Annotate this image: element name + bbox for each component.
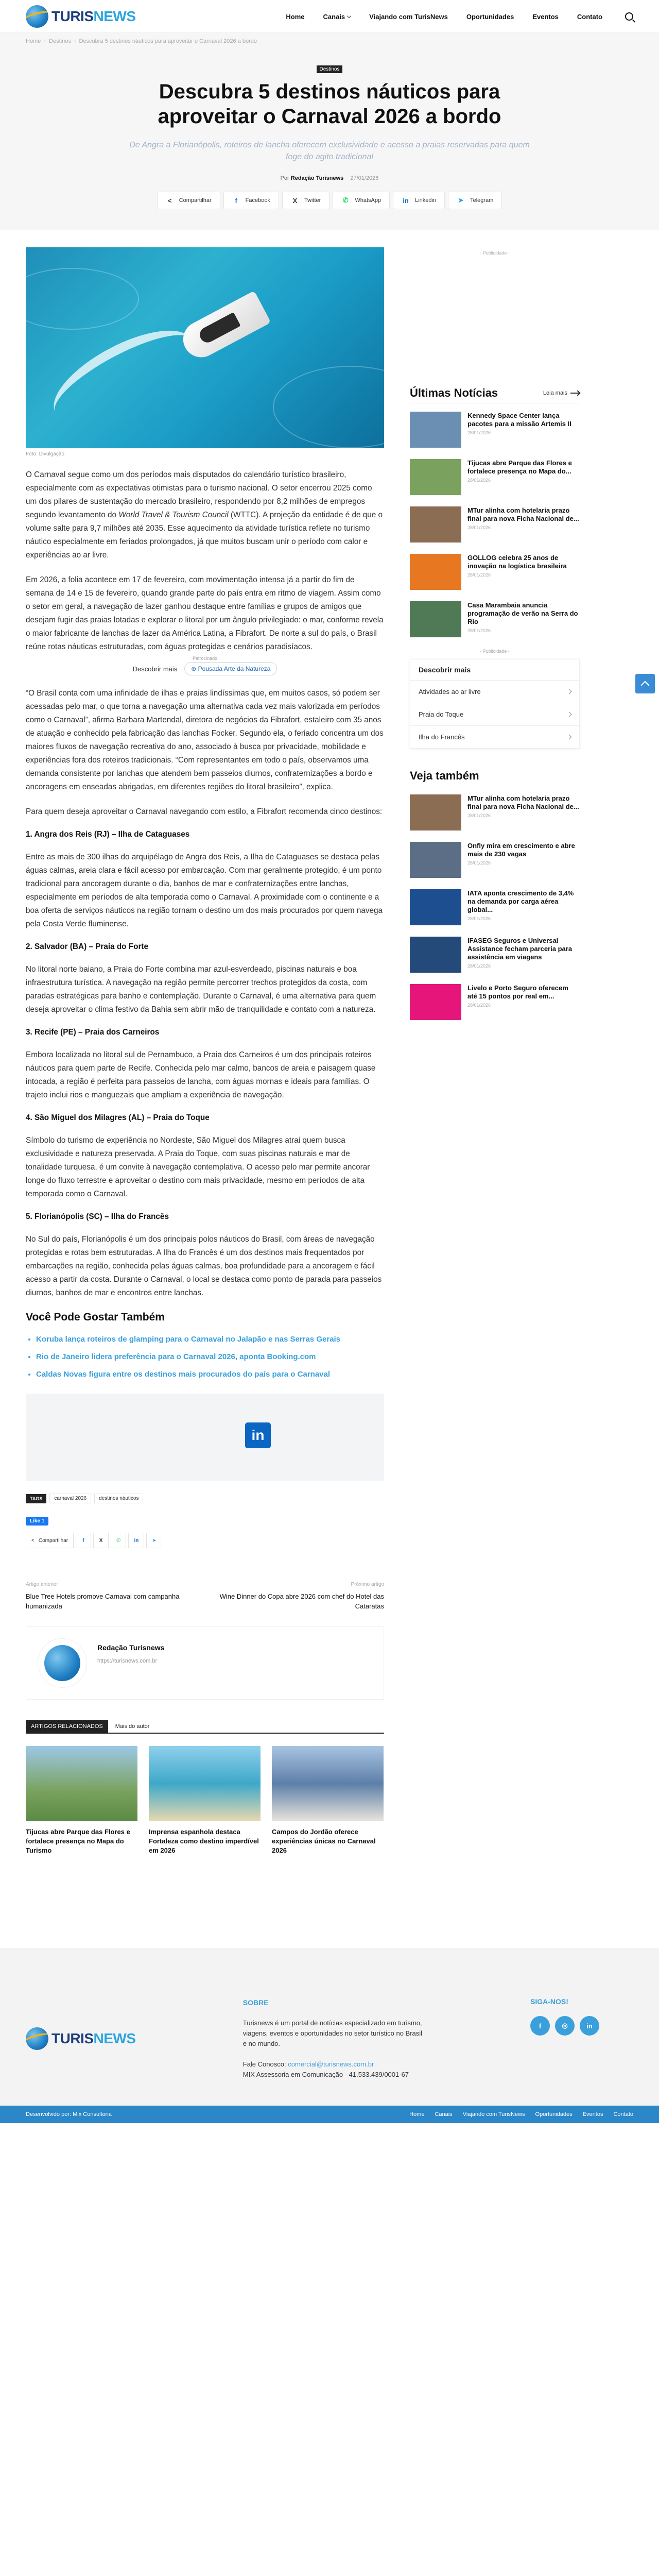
paragraph: O Carnaval segue como um dos períodos mais disputados do calendário turístico brasileiro, especialmente com as expectativas otimistas para o turismo nacional. O setor encerrou 2025 como um dos pilares de sustentação do mercado brasileiro, respondendo por 8,2 milhões de empregos segundo levantamento do World Travel & Tourism Council (WTTC). A projeção da entidade é de que o volume salte para 9,7 milhões até 2035. Esse aquecimento da atividade turística reflete no turismo náutico especialmente em feriados prolongados, já que muitos buscam unir o período com calor e experiências ao ar livre. [26, 470, 383, 560]
news-date: 28/01/2026 [467, 628, 491, 633]
globe-logo-icon [26, 5, 48, 28]
tab-related-articles[interactable]: ARTIGOS RELACIONADOS [26, 1720, 108, 1733]
see-also-header [410, 769, 580, 786]
news-thumb [410, 794, 461, 831]
footer-logo[interactable] [26, 1997, 136, 2080]
news-thumb [410, 554, 461, 590]
author-box [26, 1626, 384, 1700]
category-badge[interactable]: Destinos [317, 65, 343, 73]
next-title: Wine Dinner do Copa abre 2026 com chef do Hotel das Cataratas [219, 1592, 384, 1610]
news-thumb [410, 937, 461, 973]
see-also-item[interactable] [410, 984, 580, 1020]
news-thumb [410, 506, 461, 543]
latest-news-item[interactable] [410, 554, 580, 590]
author-avatar[interactable] [38, 1638, 87, 1688]
breadcrumb-destinos[interactable]: Destinos [49, 38, 71, 44]
share-label: Compartilhar [38, 1537, 68, 1544]
article-content [26, 247, 384, 1855]
prev-title: Blue Tree Hotels promove Carnaval com campanha humanizada [26, 1592, 180, 1610]
linkedin-icon: in [403, 196, 409, 205]
footer-nav-home[interactable]: Home [409, 2111, 425, 2117]
next-article-link[interactable] [219, 1580, 384, 1611]
news-title: Onfly mira em crescimento e abre mais de 230 vagas [467, 842, 575, 858]
read-more-label: Leia mais [543, 390, 567, 396]
telegram-label: Telegram [470, 197, 494, 204]
share-bar [26, 192, 633, 209]
linkedin-embed[interactable] [26, 1394, 384, 1481]
article-hero-image [26, 247, 384, 448]
latest-news-item[interactable] [410, 601, 580, 637]
x-icon: X [99, 1537, 103, 1544]
ad-label: - Publicidade - [480, 250, 510, 256]
sponsored-chip-label: Pousada Arte da Natureza [198, 665, 271, 672]
footer-bottom-bar [0, 2106, 659, 2123]
news-title: MTur alinha com hotelaria prazo final para nova Ficha Nacional de... [467, 506, 579, 522]
nav-contato[interactable]: Contato [577, 12, 602, 21]
facebook-label: Facebook [245, 197, 270, 204]
linkedin-logo-icon: in [245, 1422, 271, 1448]
site-footer [0, 1948, 659, 2106]
news-thumb [410, 842, 461, 878]
paragraph: No litoral norte baiano, a Praia do Forte combina mar azul-esverdeado, piscinas naturais e boa infraestrutura turística. A navegação na região permite percorrer trechos protegidos da costa, com paradas estratégicas para banho e contemplação. Durante o Carnaval, é uma alternativa para quem deseja aproveitar o clima festivo da Bahia sem abrir mão de tranquilidade e contato com a natureza. [26, 965, 376, 1014]
destination-heading: 3. Recife (PE) – Praia dos Carneiros [26, 1028, 160, 1037]
telegram-share-button[interactable] [146, 1533, 162, 1548]
share-bar-bottom [26, 1533, 384, 1548]
footer-social [530, 1997, 633, 2080]
news-title: MTur alinha com hotelaria prazo final para nova Ficha Nacional de... [467, 794, 579, 810]
latest-news-item[interactable] [410, 506, 580, 543]
related-thumb [149, 1746, 261, 1821]
see-also-title: Veja também [410, 769, 479, 782]
search-icon[interactable] [625, 12, 633, 21]
destination-heading: 5. Florianópolis (SC) – Ilha do Francês [26, 1212, 169, 1221]
also-like-link[interactable]: • Rio de Janeiro lidera preferência para o Carnaval 2026, aponta Booking.com [36, 1350, 384, 1364]
logo-text-part1: TURIS [51, 8, 94, 24]
related-grid [26, 1746, 384, 1855]
discover-item[interactable] [410, 726, 579, 748]
related-thumb [272, 1746, 384, 1821]
telegram-share-button[interactable] [448, 192, 502, 209]
also-like-heading: Você Pode Gostar Também [26, 1311, 165, 1323]
ad-slot [410, 258, 580, 386]
about-text: Turisnews é um portal de notícias especializado em turismo, viagens, eventos e oportunidades no setor turístico no Brasil e no mundo. [242, 2019, 423, 2047]
globe-logo-icon [26, 2027, 48, 2050]
share-label: Compartilhar [179, 197, 212, 204]
discover-more-text: Descobrir mais [132, 665, 178, 673]
whatsapp-label: WhatsApp [355, 197, 381, 204]
related-card[interactable] [272, 1746, 384, 1855]
facebook-share-button[interactable] [76, 1533, 91, 1548]
arrow-right-icon [570, 393, 580, 394]
chevron-right-icon [567, 689, 572, 694]
sponsored-chip[interactable]: ⊕ Pousada Arte da Natureza [184, 662, 277, 675]
nav-eventos[interactable]: Eventos [532, 12, 559, 21]
chevron-down-icon [347, 13, 351, 18]
destination-heading: 4. São Miguel dos Milagres (AL) – Praia do Toque [26, 1113, 210, 1122]
prev-label: Artigo anterior [26, 1582, 58, 1587]
latest-news-header [410, 386, 580, 403]
prev-article-link[interactable] [26, 1580, 190, 1611]
linkedin-icon: in [134, 1537, 139, 1544]
image-caption: Foto: Divulgação [26, 451, 65, 457]
discover-item-label: Praia do Toque [419, 710, 464, 718]
news-title: Casa Marambaia anuncia programação de verão na Serra do Rio [467, 601, 578, 625]
site-logo[interactable] [26, 5, 136, 28]
about-title: SOBRE [242, 1998, 269, 2007]
discover-item-label: Ilha do Francês [419, 733, 465, 741]
news-date: 28/01/2026 [467, 572, 491, 578]
article-subtitle: De Angra a Florianópolis, roteiros de lancha oferecem exclusividade e acesso a praias reservadas para quem foge do agito tradicional [129, 141, 530, 161]
telegram-icon: ➤ [152, 1537, 157, 1544]
x-icon: X [292, 196, 298, 205]
article-header [0, 33, 659, 230]
tag-link[interactable]: carnaval 2026 [49, 1494, 91, 1503]
author-url[interactable]: https://turisnews.com.br [97, 1658, 158, 1664]
nav-home[interactable]: Home [286, 12, 305, 21]
share-icon: < [31, 1537, 34, 1544]
footer-nav-viajando[interactable]: Viajando com TurisNews [462, 2111, 525, 2117]
company-line: MIX Assessoria em Comunicação - 41.533.439/0001-67 [242, 2071, 409, 2078]
news-date: 28/01/2026 [467, 916, 491, 921]
news-thumb [410, 889, 461, 925]
latest-news-title: Últimas Notícias [410, 386, 498, 399]
linkedin-share-button[interactable] [393, 192, 445, 209]
facebook-icon[interactable]: f [530, 2016, 550, 2036]
twitter-share-button[interactable] [282, 192, 330, 209]
latest-news-item[interactable] [410, 459, 580, 495]
breadcrumb-current: Descubra 5 destinos náuticos para aproveitar o Carnaval 2026 a bordo [79, 38, 257, 44]
publish-date: 27/01/2026 [350, 175, 379, 181]
facebook-share-button[interactable] [223, 192, 279, 209]
destination-heading: 1. Angra dos Reis (RJ) – Ilha de Cataguases [26, 830, 190, 839]
footer-nav-eventos[interactable]: Eventos [582, 2111, 603, 2117]
article-title: Descubra 5 destinos náuticos para aproveitar o Carnaval 2026 a bordo [158, 80, 501, 128]
news-date: 28/01/2026 [467, 813, 491, 818]
speedboat-image [177, 291, 271, 364]
instagram-icon[interactable]: ◎ [555, 2016, 575, 2036]
news-title: Livelo e Porto Seguro oferecem até 15 pontos por real em... [467, 984, 568, 1000]
share-icon: < [167, 196, 172, 205]
whatsapp-share-button[interactable] [111, 1533, 126, 1548]
main-nav [286, 12, 633, 21]
linkedin-label: Linkedin [415, 197, 437, 204]
news-thumb [410, 984, 461, 1020]
news-thumb [410, 459, 461, 495]
paragraph: “O Brasil conta com uma infinidade de ilhas e praias lindíssimas que, em muitos casos, só podem ser acessadas pelo mar, o que torna a navegação uma alternativa cada vez mais valorizada em períodos como o Carnaval”, afirma Barbara Martendal, diretora de negócios da Fibrafort, estaleiro com 35 anos de atuação e conhecido pela fabricação das lanchas Focker. Segundo ela, o feriado concentra um dos maiores fluxos de navegação recreativa do ano, associado à busca por privacidade, mobilidade e experiências fora dos roteiros tradicionais. “Com representantes em todo o país, observamos uma demanda consistente por lanchas que atendem bem passeios diurnos, confraternizações a bordo e ancoragens em enseadas abrigadas, em diferentes regiões do litoral brasileiro”, explica. [26, 689, 384, 791]
paragraph: No Sul do país, Florianópolis é um dos principais polos náuticos do Brasil, com áreas de navegação protegidas e rotas bem estruturadas. A Ilha do Francês é um dos destinos mais frequentados por embarcações na região, conhecida pelas águas calmas, boa profundidade para a ancoragem e fácil acesso a partir da costa. Durante o Carnaval, o local se destaca como ponto de parada para passeios diurnos, banhos de mar e encontros entre lanchas. [26, 1235, 382, 1297]
share-button[interactable] [157, 192, 220, 209]
whatsapp-share-button[interactable] [333, 192, 390, 209]
news-title: Kennedy Space Center lança pacotes para a missão Artemis II [467, 412, 571, 428]
paragraph: Embora localizada no litoral sul de Pernambuco, a Praia dos Carneiros é um dos principais roteiros náuticos para quem parte de Recife. Conhecida pelo mar calmo, bancos de areia e paisagem quase intocada, a região é perfeita para passeios de lancha, com águas mornas e ideais para famílias. O trajeto inclui rios e manguezais que ampliam a experiência de navegação. [26, 1050, 376, 1099]
facebook-icon: f [235, 196, 237, 205]
related-title: Imprensa espanhola destaca Fortaleza como destino imperdível em 2026 [149, 1828, 259, 1854]
tags-row [26, 1494, 384, 1503]
tab-more-from-author[interactable]: Mais do autor [115, 1723, 150, 1730]
related-card[interactable] [26, 1746, 137, 1855]
telegram-icon: ➤ [458, 196, 464, 204]
news-date: 28/01/2026 [467, 963, 491, 969]
ad-label: - Publicidade - [480, 649, 510, 654]
related-card[interactable] [149, 1746, 261, 1855]
destination-heading: 2. Salvador (BA) – Praia do Forte [26, 942, 149, 951]
tags-label: TAGS [26, 1494, 46, 1503]
news-thumb [410, 412, 461, 448]
news-title: IFASEG Seguros e Universal Assistance fecham parceria para assistência em viagens [467, 937, 573, 961]
also-like-link[interactable]: • Caldas Novas figura entre os destinos mais procurados do país para o Carnaval [36, 1368, 384, 1381]
linkedin-icon[interactable]: in [580, 2016, 599, 2036]
footer-nav [409, 2111, 633, 2117]
site-header [0, 0, 659, 33]
back-to-top-button[interactable] [635, 674, 655, 693]
whatsapp-icon: ✆ [116, 1537, 121, 1544]
developer-credit[interactable]: Desenvolvido por: Mix Consultoria [26, 2111, 112, 2117]
logo-text-part1: TURIS [51, 2030, 94, 2046]
news-date: 28/01/2026 [467, 478, 491, 483]
follow-title: SIGA-NOS! [530, 1997, 568, 2006]
see-also-item[interactable] [410, 889, 580, 925]
byline-prefix: Por [280, 175, 289, 181]
discover-item[interactable] [410, 703, 579, 726]
facebook-like-button[interactable]: Like 1 [26, 1517, 48, 1526]
whatsapp-icon: ✆ [342, 196, 349, 204]
article-meta [26, 175, 633, 181]
also-like-list [36, 1333, 384, 1381]
latest-news-item[interactable] [410, 412, 580, 448]
news-title: GOLLOG celebra 25 anos de inovação na logística brasileira [467, 554, 567, 570]
nav-oportunidades[interactable]: Oportunidades [466, 12, 514, 21]
see-also-item[interactable] [410, 794, 580, 831]
discover-more-title: Descobrir mais [410, 659, 579, 681]
related-title: Campos do Jordão oferece experiências únicas no Carnaval 2026 [272, 1828, 376, 1854]
chevron-right-icon [567, 712, 572, 717]
see-also-item[interactable] [410, 842, 580, 878]
discover-item-label: Atividades ao ar livre [419, 688, 481, 696]
read-more-link[interactable] [543, 390, 580, 396]
twitter-share-button[interactable] [93, 1533, 109, 1548]
news-thumb [410, 601, 461, 637]
footer-nav-contato[interactable]: Contato [613, 2111, 633, 2117]
contact-line: Fale Conosco: comercial@turisnews.com.br [242, 2060, 374, 2068]
breadcrumb: Home › Destinos › Descubra 5 destinos náuticos para aproveitar o Carnaval 2026 a bordo [26, 38, 257, 44]
related-thumb [26, 1746, 137, 1821]
breadcrumb-home[interactable]: Home [26, 38, 41, 44]
see-also-item[interactable] [410, 937, 580, 973]
news-date: 28/01/2026 [467, 430, 491, 435]
author-link[interactable]: Redação Turisnews [290, 175, 344, 181]
article-body [26, 468, 384, 1381]
news-date: 28/01/2026 [467, 860, 491, 866]
sponsored-strip [26, 656, 384, 675]
twitter-label: Twitter [304, 197, 321, 204]
paragraph: Símbolo do turismo de experiência no Nordeste, São Miguel dos Milagres atrai quem busca exclusividade e natureza preservada. A Praia do Toque, com suas piscinas naturais e mar de tonalidade turquesa, é um convite à navegação contemplativa. O acesso pelo mar permite ancorar longe do fluxo terrestre e aproveitar o destino com mais privacidade, mesmo em períodos de alta temporada como o Carnaval. [26, 1136, 370, 1198]
related-title: Tijucas abre Parque das Flores e fortalece presença no Mapa do Turismo [26, 1828, 130, 1854]
facebook-icon: f [82, 1537, 84, 1544]
logo-text-part2: NEWS [93, 2030, 136, 2046]
paragraph: Entre as mais de 300 ilhas do arquipélago de Angra dos Reis, a Ilha de Cataguases se destaca pelas águas calmas, areia clara e fácil acesso por embarcação. Com mar geralmente protegido, é um ponto tradicional para ancoragem durante o dia, banhos de mar e confraternizações entre lanchas, especialmente em períodos de alta temporada como o Carnaval. A proximidade com o continente e a boa oferta de serviços náuticos na região tornam o destino um dos mais procurados por quem navega pela Costa Verde fluminense. [26, 853, 383, 928]
news-title: Tijucas abre Parque das Flores e fortalece presença no Mapa do... [467, 459, 572, 475]
share-button[interactable] [26, 1533, 74, 1548]
news-date: 28/01/2026 [467, 1003, 491, 1008]
discover-item[interactable] [410, 681, 579, 703]
linkedin-share-button[interactable] [128, 1533, 144, 1548]
logo-text-part2: NEWS [93, 8, 136, 24]
related-tabs [26, 1720, 384, 1734]
post-navigation [26, 1569, 384, 1611]
paragraph: Em 2026, a folia acontece em 17 de fevereiro, com movimentação intensa já a partir do fim de semana de 14 e 15 de fevereiro, quando grande parte do país entra em ritmo de viagem. Assim como o setor em geral, a navegação de lazer ganhou destaque entre famílias e grupos de amigos que desejam fugir das praias lotadas e explorar o litoral por um ângulo privilegiado: o mar, conforme revela o maior fabricante de lanchas de lazer da América Latina, a Fibrafort. De norte a sul do país, o Brasil reúne rotas náuticas estruturadas, com águas protegidas e cenários paradisíacos. [26, 575, 384, 651]
chevron-right-icon [567, 735, 572, 740]
author-name[interactable]: Redação Turisnews [97, 1643, 165, 1652]
next-label: Próximo artigo [351, 1582, 384, 1587]
nav-canais[interactable] [323, 13, 351, 21]
news-title: IATA aponta crescimento de 3,4% na demanda por carga aérea global... [467, 889, 574, 913]
news-date: 28/01/2026 [467, 525, 491, 530]
contact-email[interactable]: comercial@turisnews.com.br [288, 2060, 374, 2068]
discover-more-box [410, 659, 580, 749]
nav-viajando[interactable]: Viajando com TurisNews [369, 12, 448, 21]
sidebar [410, 247, 580, 1855]
paragraph: Para quem deseja aproveitar o Carnaval navegando com estilo, a Fibrafort recomenda cinco destinos: [26, 807, 383, 816]
tag-link[interactable]: destinos náuticos [94, 1494, 143, 1503]
nav-canais-label: Canais [323, 12, 345, 21]
sponsored-label: Patrocinado [192, 656, 218, 661]
footer-nav-oportunidades[interactable]: Oportunidades [535, 2111, 573, 2117]
footer-nav-canais[interactable]: Canais [435, 2111, 453, 2117]
also-like-link[interactable]: • Koruba lança roteiros de glamping para o Carnaval no Jalapão e nas Serras Gerais [36, 1333, 384, 1346]
footer-about [243, 1997, 423, 2080]
